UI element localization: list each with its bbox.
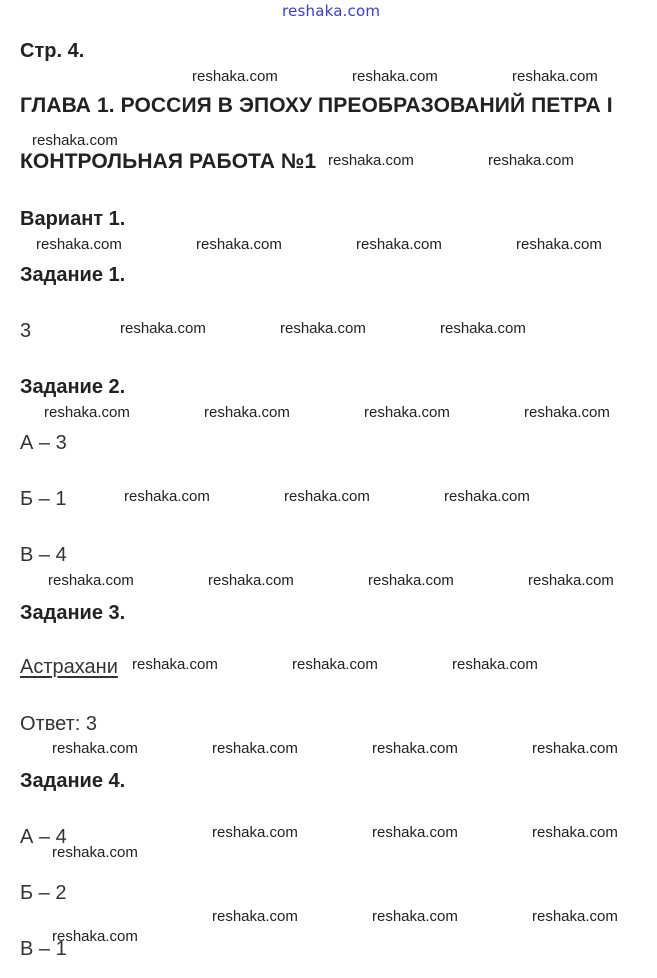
watermark: reshaka.com [352,68,438,85]
watermark: reshaka.com [208,572,294,589]
task-4-answer-c: В – 1 [20,938,67,960]
watermark: reshaka.com [292,656,378,673]
task-4-title: Задание 4. [20,770,126,792]
task-3-answer-word: Астрахани [20,656,118,678]
site-link[interactable]: reshaka.com [282,2,381,20]
page-label: Стр. 4. [20,40,85,62]
watermark: reshaka.com [532,824,618,841]
task-4-answer-b: Б – 2 [20,882,67,904]
watermark: reshaka.com [52,844,138,861]
watermark: reshaka.com [452,656,538,673]
task-1-title: Задание 1. [20,264,126,286]
watermark: reshaka.com [528,572,614,589]
watermark: reshaka.com [212,908,298,925]
task-3-title: Задание 3. [20,602,126,624]
watermark: reshaka.com [36,236,122,253]
watermark: reshaka.com [516,236,602,253]
watermark: reshaka.com [440,320,526,337]
watermark: reshaka.com [52,928,138,945]
watermark: reshaka.com [444,488,530,505]
watermark: reshaka.com [372,908,458,925]
task-3-answer: Ответ: 3 [20,713,97,735]
watermark: reshaka.com [48,572,134,589]
watermark: reshaka.com [212,824,298,841]
task-2-answer-a: А – 3 [20,432,67,454]
watermark: reshaka.com [364,404,450,421]
watermark: reshaka.com [280,320,366,337]
watermark: reshaka.com [124,488,210,505]
chapter-title: ГЛАВА 1. РОССИЯ В ЭПОХУ ПРЕОБРАЗОВАНИЙ ПЕТРА I [20,94,613,117]
task-2-answer-c: В – 4 [20,544,67,566]
work-title: КОНТРОЛЬНАЯ РАБОТА №1 [20,150,317,173]
watermark: reshaka.com [192,68,278,85]
watermark: reshaka.com [32,132,118,149]
watermark: reshaka.com [532,908,618,925]
watermark: reshaka.com [120,320,206,337]
watermark: reshaka.com [196,236,282,253]
watermark: reshaka.com [328,152,414,169]
task-2-title: Задание 2. [20,376,126,398]
variant-heading: Вариант 1. [20,208,126,230]
watermark: reshaka.com [132,656,218,673]
watermark: reshaka.com [356,236,442,253]
watermark: reshaka.com [372,740,458,757]
task-1-answer: 3 [20,320,32,342]
watermark: reshaka.com [524,404,610,421]
watermark: reshaka.com [372,824,458,841]
watermark: reshaka.com [368,572,454,589]
watermark: reshaka.com [512,68,598,85]
task-4-answer-a: А – 4 [20,826,67,848]
watermark: reshaka.com [52,740,138,757]
task-2-answer-b: Б – 1 [20,488,67,510]
watermark: reshaka.com [212,740,298,757]
watermark: reshaka.com [488,152,574,169]
watermark: reshaka.com [44,404,130,421]
watermark: reshaka.com [284,488,370,505]
watermark: reshaka.com [204,404,290,421]
watermark: reshaka.com [532,740,618,757]
